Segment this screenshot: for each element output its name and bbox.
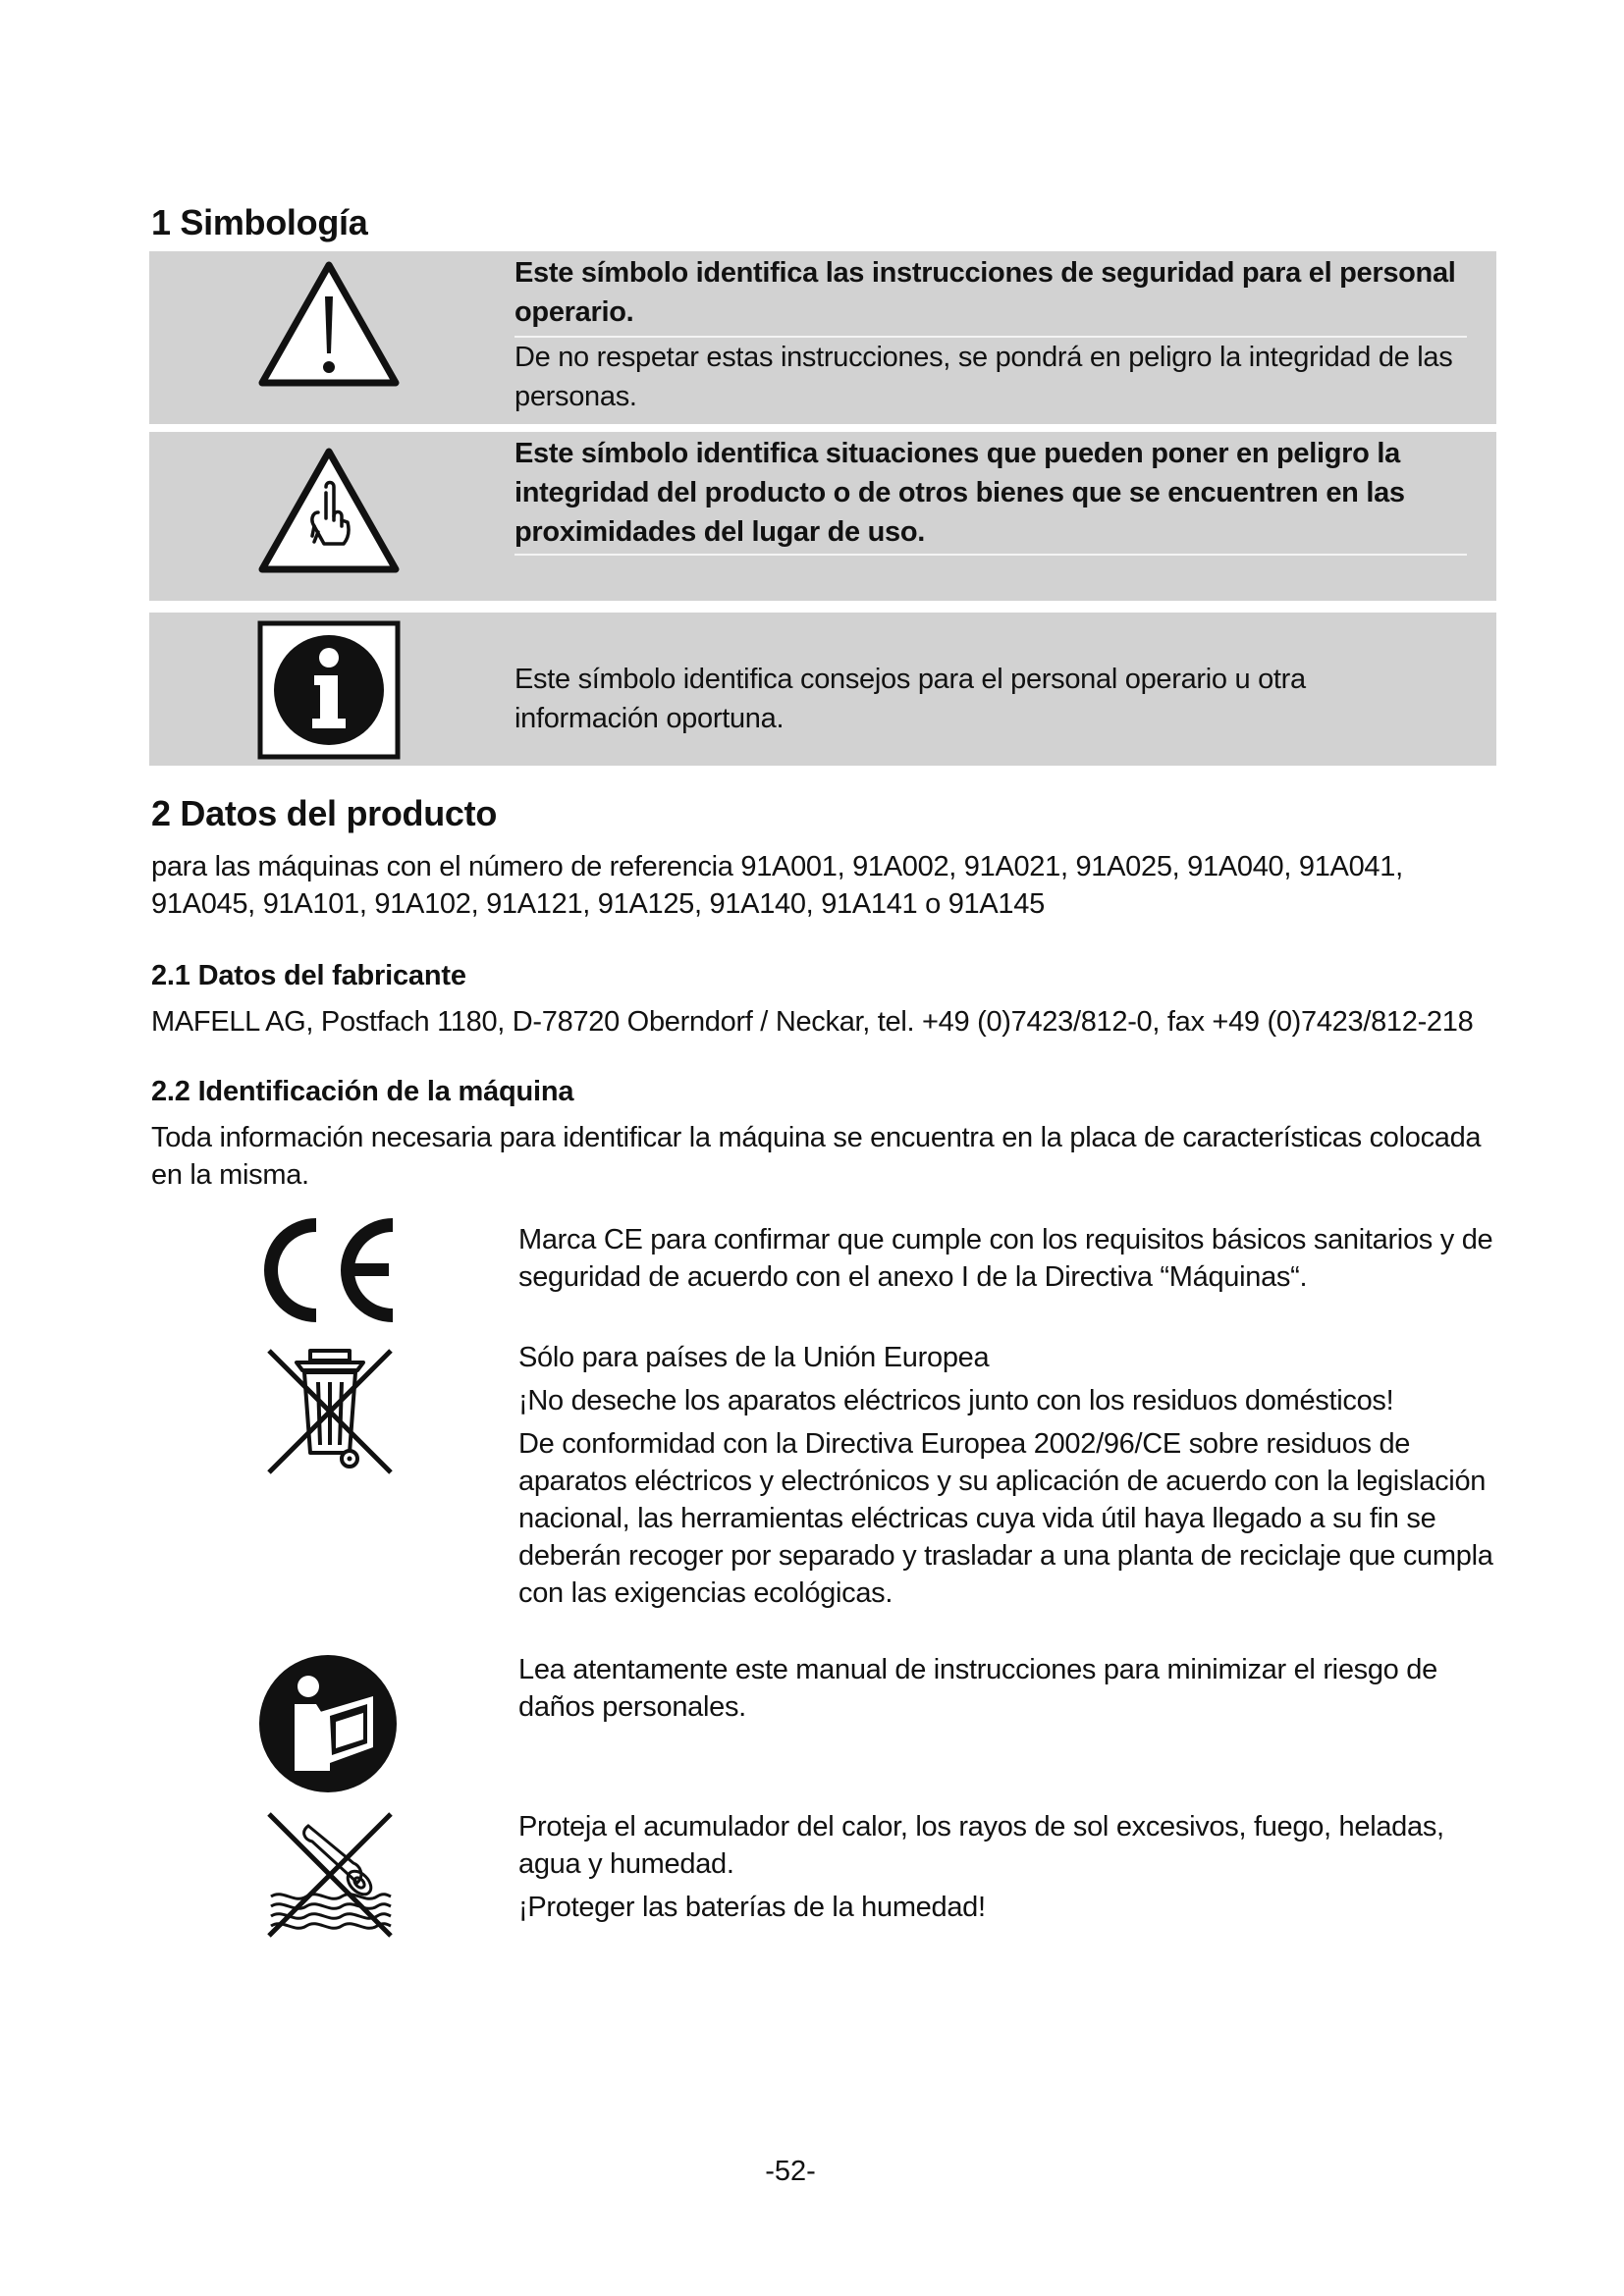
- battery-no-water-icon: [261, 1806, 399, 1944]
- manufacturer-text: MAFELL AG, Postfach 1180, D-78720 Oberndorf / Neckar, tel. +49 (0)7423/812-0, fax +49 (0)7423/812-218: [151, 1006, 1474, 1038]
- read-manual-text: Lea atentamente este manual de instrucciones para minimizar el riesgo de daños personales.: [518, 1654, 1437, 1723]
- battery-text: Proteja el acumulador del calor, los rayos de sol excesivos, fuego, heladas, agua y humedad. ¡Proteger las baterías de la humedad!: [518, 1811, 1444, 1923]
- read-manual-icon: [257, 1653, 399, 1794]
- subsection-title-fabricante: 2.1 Datos del fabricante: [151, 960, 466, 991]
- warning-triangle-icon: [255, 257, 403, 391]
- info-text: Este símbolo identifica consejos para el personal operario u otra información oportuna.: [514, 664, 1306, 734]
- symbol-row-warning: [149, 251, 1496, 424]
- section-title-simbologia: 1 Simbología: [151, 202, 368, 242]
- warning-bold-text: Este símbolo identifica las instrucciones de seguridad para el personal operario.: [514, 257, 1456, 328]
- symbol-row-caution: [149, 432, 1496, 601]
- caution-bold-text: Este símbolo identifica situaciones que pueden poner en peligro la integridad del producto o de otros bienes que se encuentren en las proximidades del lugar de uso.: [514, 438, 1405, 548]
- section-title-datos-producto: 2 Datos del producto: [151, 793, 498, 833]
- ce-mark-text: Marca CE para confirmar que cumple con los requisitos básicos sanitarios y de seguridad de acuerdo con el anexo I de la Directiva “Máquinas“.: [518, 1224, 1493, 1293]
- product-reference-intro: para las máquinas con el número de referencia 91A001, 91A002, 91A021, 91A025, 91A040, 91A041, 91A045, 91A101, 91A102, 91A121, 91A125, 91A140, 91A141 o 91A145: [151, 851, 1403, 920]
- warning-text: De no respetar estas instrucciones, se pondrá en peligro la integridad de las personas.: [514, 342, 1453, 412]
- info-icon: [257, 620, 401, 760]
- subsection-title-identificacion: 2.2 Identificación de la máquina: [151, 1076, 574, 1107]
- weee-text: Sólo para países de la Unión Europea ¡No deseche los aparatos eléctricos junto con los residuos domésticos! De conformidad con la Directiva Europea 2002/96/CE sobre residuos de aparatos eléctricos y electrónicos y su aplicación de acuerdo con la legislación nacional, las herramientas eléctricas cuya vida útil haya llegado a su fin se deberán recoger por separado y trasladar a una planta de reciclaje que cumpla con las exigencias ecológicas.: [518, 1342, 1493, 1609]
- page-number: -52-: [765, 2156, 816, 2187]
- ce-mark-icon: [257, 1217, 401, 1323]
- crossed-bin-icon: [261, 1343, 399, 1480]
- identification-text: Toda información necesaria para identificar la máquina se encuentra en la placa de características colocada en la misma.: [151, 1122, 1482, 1191]
- hand-pointing-triangle-icon: [255, 444, 403, 577]
- symbol-row-info: [149, 613, 1496, 766]
